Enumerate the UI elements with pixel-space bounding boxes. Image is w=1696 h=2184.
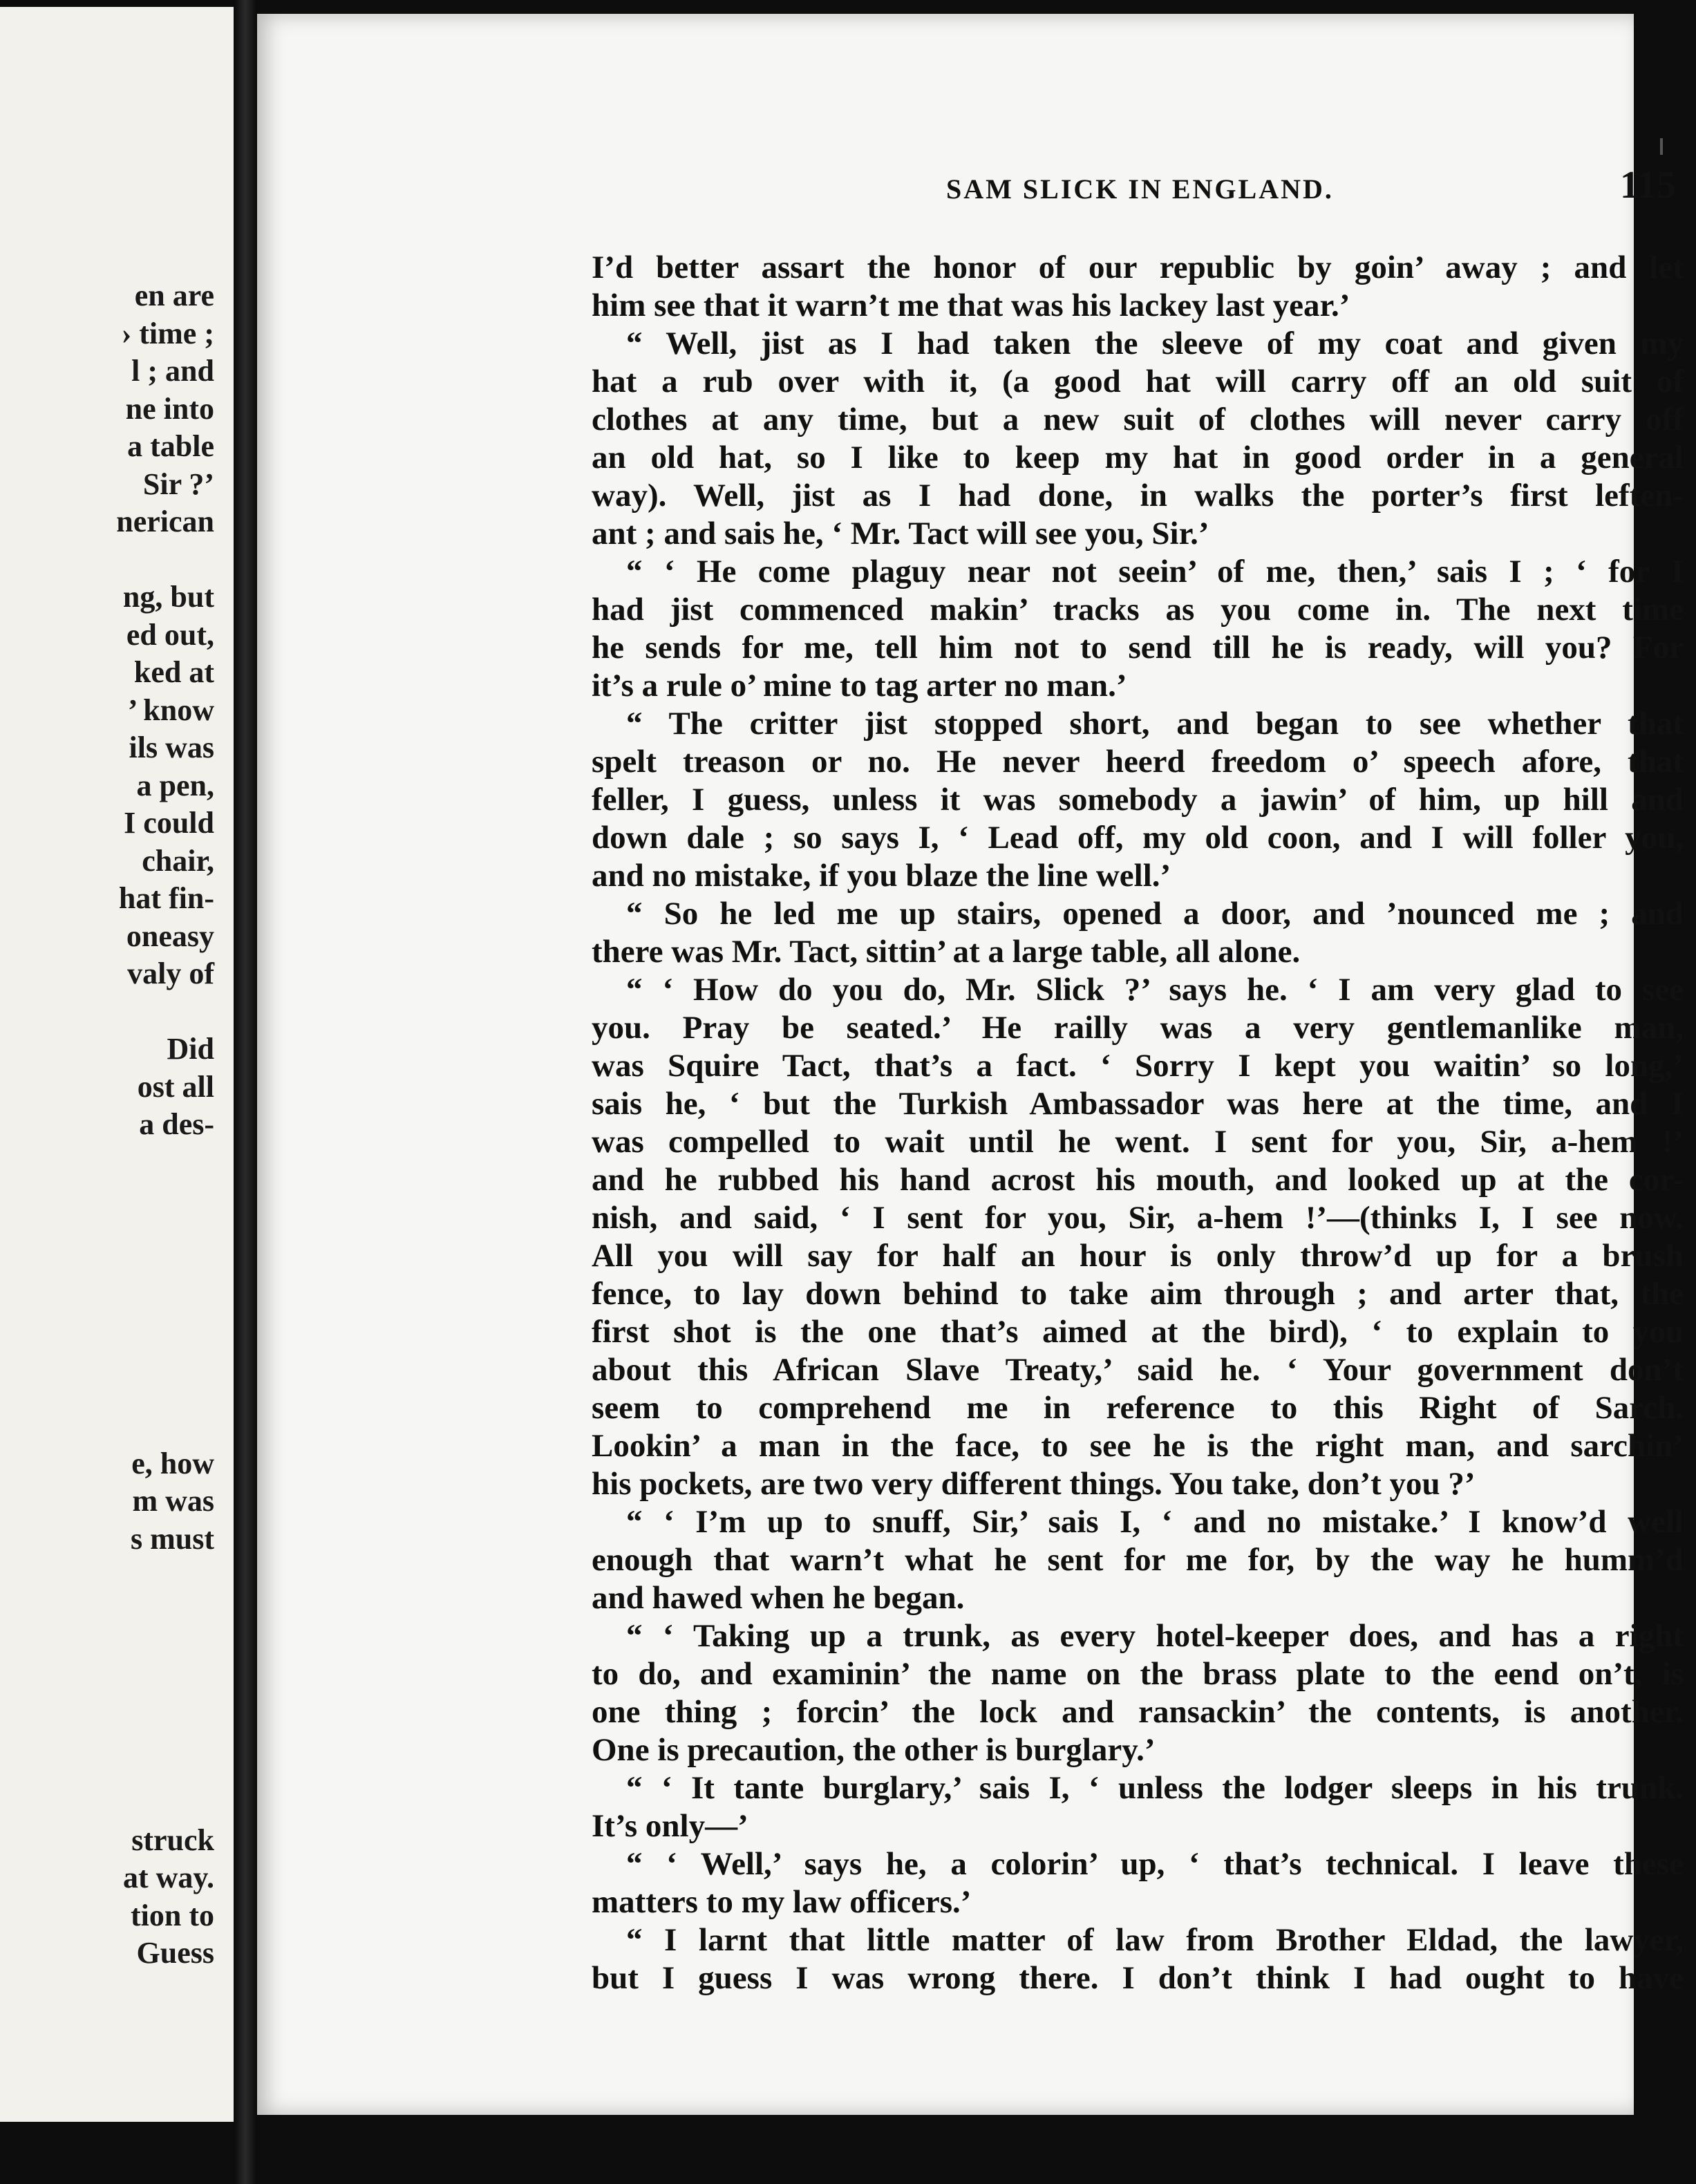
text-line: first shot is the one that’s aimed at the bird), ‘ to explain to you <box>592 1314 1684 1350</box>
book-gutter <box>234 0 257 2184</box>
text-line: spelt treason or no. He never heerd freedom o’ speech afore, that <box>592 744 1684 780</box>
left-page-fragment: struck <box>131 1823 214 1857</box>
text-line: “ ‘ Taking up a trunk, as every hotel-keeper does, and has a right <box>626 1618 1684 1654</box>
text-line: clothes at any time, but a new suit of clothes will never carry off <box>592 402 1684 437</box>
body-text <box>592 249 1684 1997</box>
text-line: “ I larnt that little matter of law from Brother Eldad, the lawyer, <box>626 1922 1684 1958</box>
left-page-fragment: ne into <box>125 391 214 426</box>
text-line: “ Well, jist as I had taken the sleeve of my coat and given my <box>626 326 1684 361</box>
left-page-fragment: e, how <box>131 1446 214 1480</box>
left-page-fragment: tion to <box>131 1898 214 1932</box>
left-page-fragment: s must <box>130 1521 214 1556</box>
text-line: I’d better assart the honor of our republic by goin’ away ; and let <box>592 250 1684 285</box>
left-page-fragment: a des- <box>139 1107 214 1141</box>
left-page-fragment: ed out, <box>126 617 214 652</box>
text-line: “ ‘ I’m up to snuff, Sir,’ sais I, ‘ and no mistake.’ I know’d well <box>626 1504 1684 1540</box>
left-page-fragment: ng, but <box>122 580 214 614</box>
text-line: fence, to lay down behind to take aim through ; and arter that, the <box>592 1276 1684 1312</box>
left-page-fragment: hat fin- <box>118 881 214 915</box>
text-line: nish, and said, ‘ I sent for you, Sir, a-hem !’—(thinks I, I see now. <box>592 1200 1684 1236</box>
left-page-fragment: I could <box>124 806 214 840</box>
left-page-fragment: oneasy <box>126 919 214 953</box>
left-page <box>0 7 234 2122</box>
text-line: feller, I guess, unless it was somebody a jawin’ of him, up hill and <box>592 782 1684 818</box>
text-line: you. Pray be seated.’ He railly was a very gentlemanlike man, <box>592 1010 1684 1046</box>
text-line: “ ‘ It tante burglary,’ sais I, ‘ unless the lodger sleeps in his trunk. <box>626 1770 1684 1806</box>
text-line: One is precaution, the other is burglary.’ <box>592 1732 1156 1768</box>
text-line: had jist commenced makin’ tracks as you come in. The next time <box>592 592 1684 628</box>
left-page-fragment: a table <box>127 429 214 463</box>
left-page-fragment: l ; and <box>131 354 214 388</box>
text-line: and no mistake, if you blaze the line well.’ <box>592 858 1171 894</box>
left-page-fragment: ost all <box>137 1069 214 1104</box>
left-page-fragment: at way. <box>123 1861 214 1894</box>
left-page-fragment: › time ; <box>121 316 214 350</box>
text-line: “ ‘ He come plaguy near not seein’ of me, then,’ sais I ; ‘ for I <box>626 554 1684 590</box>
text-line: and hawed when he began. <box>592 1580 965 1616</box>
text-line: but I guess I was wrong there. I don’t think I had ought to have <box>592 1960 1684 1996</box>
text-line: to do, and examinin’ the name on the brass plate to the eend on’t, is <box>592 1656 1684 1692</box>
left-page-fragment: a pen, <box>136 768 214 802</box>
text-line: it’s a rule o’ mine to tag arter no man.’ <box>592 668 1127 704</box>
text-line: hat a rub over with it, (a good hat will carry off an old suit of <box>592 364 1684 399</box>
left-page-fragment: Did <box>167 1032 214 1066</box>
text-line: he sends for me, tell him not to send till he is ready, will you? For <box>592 630 1684 666</box>
page-mark <box>1660 138 1663 155</box>
left-page-fragment: ils was <box>129 731 214 764</box>
left-page-fragment: ked at <box>133 655 214 689</box>
left-page-fragment: ’ know <box>127 693 214 727</box>
text-line: about this African Slave Treaty,’ said he. ‘ Your government don’t <box>592 1352 1684 1388</box>
text-line: seem to comprehend me in reference to this Right of Sarch. <box>592 1390 1684 1426</box>
text-line: enough that warn’t what he sent for me for, by the way he humm’d <box>592 1542 1684 1578</box>
page-number: 115 <box>1620 164 1676 207</box>
text-line: “ ‘ How do you do, Mr. Slick ?’ says he. ‘ I am very glad to see <box>626 972 1684 1008</box>
text-line: there was Mr. Tact, sittin’ at a large table, all alone. <box>592 934 1301 970</box>
text-line: him see that it warn’t me that was his lackey last year.’ <box>592 288 1350 323</box>
text-line: one thing ; forcin’ the lock and ransackin’ the contents, is another. <box>592 1694 1684 1730</box>
text-line: All you will say for half an hour is only throw’d up for a brush <box>592 1238 1684 1274</box>
text-line: matters to my law officers.’ <box>592 1884 972 1920</box>
running-title: SAM SLICK IN ENGLAND. <box>946 173 1334 205</box>
text-line: was Squire Tact, that’s a fact. ‘ Sorry I kept you waitin’ so long,’ <box>592 1048 1684 1084</box>
text-line: “ The critter jist stopped short, and began to see whether that <box>626 706 1684 742</box>
text-line: “ ‘ Well,’ says he, a colorin’ up, ‘ that’s technical. I leave these <box>626 1846 1684 1882</box>
text-line: and he rubbed his hand acrost his mouth, and looked up at the cor- <box>592 1162 1684 1198</box>
text-line: ant ; and sais he, ‘ Mr. Tact will see you, Sir.’ <box>592 516 1209 552</box>
left-page-fragment: chair, <box>142 843 214 878</box>
text-line: Lookin’ a man in the face, to see he is the right man, and sarchin’ <box>592 1428 1684 1464</box>
text-line: It’s only—’ <box>592 1808 748 1844</box>
left-page-fragment: nerican <box>116 505 214 538</box>
text-line: an old hat, so I like to keep my hat in good order in a general <box>592 440 1684 476</box>
text-line: way). Well, jist as I had done, in walks the porter’s first leften- <box>592 478 1684 514</box>
left-page-fragment: en are <box>134 279 214 312</box>
left-page-fragment: Sir ?’ <box>142 467 214 501</box>
text-line: “ So he led me up stairs, opened a door, and ’nounced me ; and <box>626 896 1684 932</box>
text-line: was compelled to wait until he went. I sent for you, Sir, a-hem !’ <box>592 1124 1684 1160</box>
right-page <box>257 14 1684 2115</box>
left-page-fragment: m was <box>132 1484 214 1518</box>
text-line: down dale ; so says I, ‘ Lead off, my old coon, and I will foller you, <box>592 820 1684 856</box>
text-line: his pockets, are two very different things. You take, don’t you ?’ <box>592 1466 1476 1502</box>
text-line: sais he, ‘ but the Turkish Ambassador was here at the time, and I <box>592 1086 1684 1122</box>
left-page-fragment: Guess <box>136 1936 214 1970</box>
left-page-fragment: valy of <box>127 957 214 990</box>
